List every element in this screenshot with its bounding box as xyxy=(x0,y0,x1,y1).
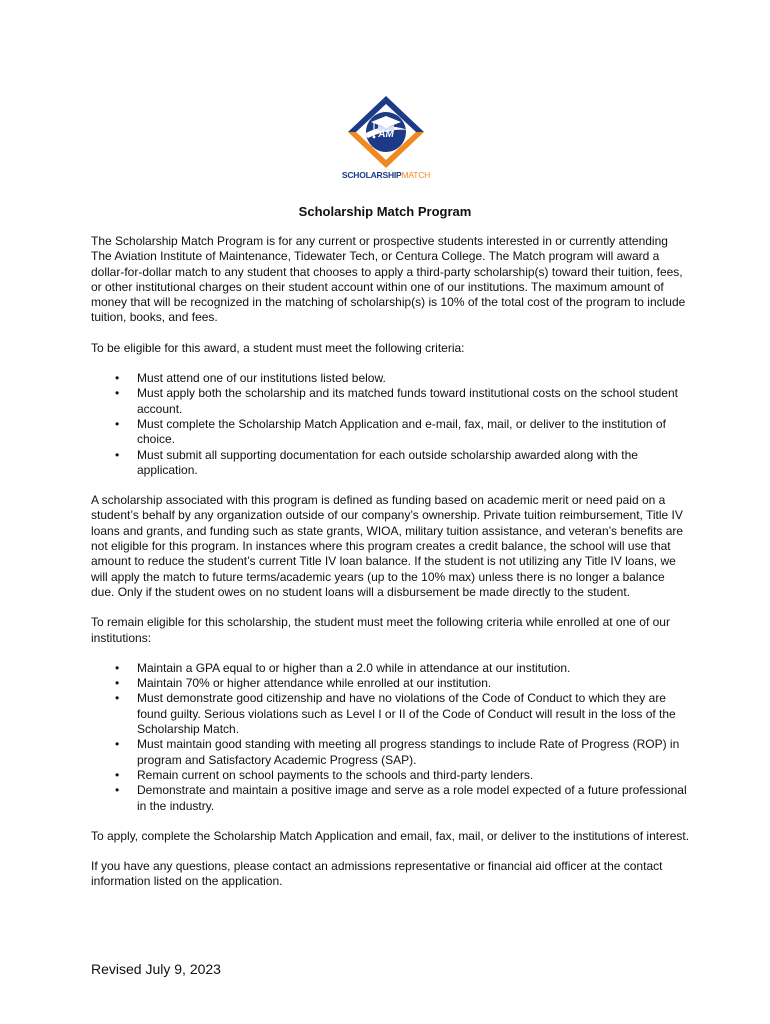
apply-paragraph: To apply, complete the Scholarship Match Application and email, fax, mail, or deliver to the institutions of interest. xyxy=(91,828,690,843)
list-item: • Must attend one of our institutions listed below. xyxy=(137,371,691,386)
eligibility-heading: To be eligible for this award, a student must meet the following criteria: xyxy=(91,340,465,355)
list-item: • Must apply both the scholarship and its matched funds toward institutional costs on the school student account. xyxy=(137,386,691,417)
intro-paragraph: The Scholarship Match Program is for any current or prospective students interested in or currently attending The Aviation Institute of Maintenance, Tidewater Tech, or Centura College. The Match program will award a dollar-for-dollar match to any student that chooses to apply a third-party scholarship(s) toward their tuition, fees, or other institutional charges on their student account within one of our institutions. The maximum amount of money that will be recognized in the matching of scholarship(s) is 10% of the total cost of the program to include tuition, books, and fees. xyxy=(91,234,686,325)
definition-paragraph: A scholarship associated with this program is defined as funding based on academic merit or need paid on a student’s behalf by any organization outside of our company’s ownership. Private tuition reimbursement, Title IV loans and grants, and funding such as state grants, WIOA, military tuition assistance, and veteran’s benefits are not eligible for this program. In instances where this program creates a credit balance, the school will use that amount to reduce the student’s current Title IV loan balance. If the student is not utilizing any Title IV loans, we will apply the match to future terms/academic years (up to the 10% max) unless there is no longer a balance due. Only if the student owes on no student loans will a disbursement be made directly to the student. xyxy=(91,493,684,599)
logo-wordmark xyxy=(338,170,434,180)
list-item: • Demonstrate and maintain a positive image and serve as a role model expected of a future professional in the industry. xyxy=(137,783,691,814)
page-title: Scholarship Match Program xyxy=(298,204,472,219)
logo-emblem-icon xyxy=(338,92,434,172)
list-item: • Maintain a GPA equal to or higher than a 2.0 while in attendance at our institution. xyxy=(137,661,691,676)
list-item: • Must submit all supporting documentation for each outside scholarship awarded along with the application. xyxy=(137,448,691,479)
remain-eligible-heading: To remain eligible for this scholarship, the student must meet the following criteria while enrolled at one of our institutions: xyxy=(91,615,670,645)
list-item: • Must maintain good standing with meeting all progress standings to include Rate of Progress (ROP) in program and Satisfactory Academic Progress (SAP). xyxy=(137,737,691,768)
svg-text:AM: AM xyxy=(378,129,394,140)
logo-wordmark-secondary: MATCH xyxy=(401,170,431,180)
questions-paragraph: If you have any questions, please contact an admissions representative or financial aid officer at the contact information listed on the application. xyxy=(91,859,663,889)
eligibility-list xyxy=(91,371,691,478)
list-item: • Must complete the Scholarship Match Application and e-mail, fax, mail, or deliver to the institution of choice. xyxy=(137,417,691,448)
logo-wordmark-primary: SCHOLARSHIP xyxy=(341,170,402,180)
list-item: • Remain current on school payments to the schools and third-party lenders. xyxy=(137,768,691,783)
list-item: • Maintain 70% or higher attendance while enrolled at our institution. xyxy=(137,676,691,691)
document-body xyxy=(91,234,691,905)
revision-date: Revised July 9, 2023 xyxy=(91,961,221,977)
list-item: • Must demonstrate good citizenship and have no violations of the Code of Conduct to which they are found guilty. Serious violations such as Level I or II of the Code of Conduct will result in the loss of the Scholarship Match. xyxy=(137,691,691,737)
scholarship-match-logo xyxy=(338,92,434,188)
remain-eligible-list xyxy=(91,661,691,814)
